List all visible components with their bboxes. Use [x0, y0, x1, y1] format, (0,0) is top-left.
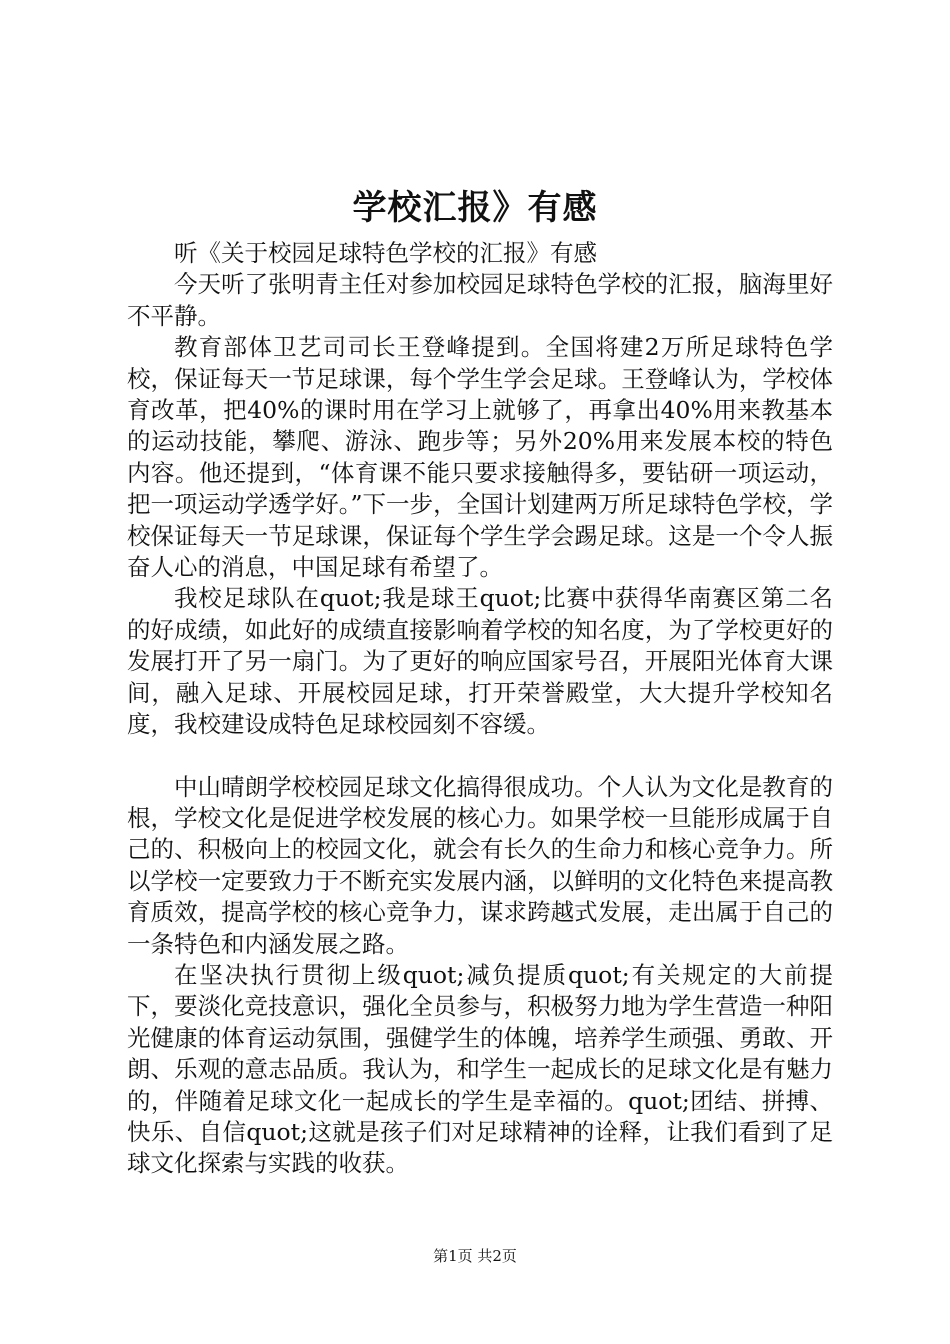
- document-title: 学校汇报》有感: [352, 188, 598, 228]
- paragraph-conclusion: 在坚决执行贯彻上级quot;减负提质quot;有关规定的大前提下，要淡化竞技意识，强化全员参与，积极努力地为学生营造一种阳光健康的体育运动氛围，强健学生的体魄，培养学生顽强、勇敢、开朗、乐观的意志品质。我认为，和学生一起成长的足球文化是有魅力的，伴随着足球文化一起成长的学生是幸福的。quot;团结、拼搏、快乐、自信quot;这就是孩子们对足球精神的诠释，让我们看到了足球文化探索与实践的收获。: [127, 960, 833, 1178]
- paragraph-school-team: 我校足球队在quot;我是球王quot;比赛中获得华南赛区第二名的好成绩，如此好的成绩直接影响着学校的知名度，为了学校更好的发展打开了另一扇门。为了更好的响应国家号召，开展阳光体育大课间，融入足球、开展校园足球，打开荣誉殿堂，大大提升学校知名度，我校建设成特色足球校园刻不容缓。: [127, 584, 833, 739]
- paragraph-ministry: 教育部体卫艺司司长王登峰提到。全国将建2万所足球特色学校，保证每天一节足球课，每个学生学会足球。王登峰认为，学校体育改革，把40%的课时用在学习上就够了，再拿出40%用来教基本的运动技能，攀爬、游泳、跑步等；另外20%用来发展本校的特色内容。他还提到，“体育课不能只要求接触得多，要钻研一项运动，把一项运动学透学好。”下一步，全国计划建两万所足球特色学校，学校保证每天一节足球课，保证每个学生学会踢足球。这是一个令人振奋人心的消息，中国足球有希望了。: [127, 333, 833, 582]
- paragraph-culture: 中山晴朗学校校园足球文化搞得很成功。个人认为文化是教育的根，学校文化是促进学校发展的核心力。如果学校一旦能形成属于自己的、积极向上的校园文化，就会有长久的生命力和核心竞争力。所以学校一定要致力于不断充实发展内涵，以鲜明的文化特色来提高教育质效，提高学校的核心竞争力，谋求跨越式发展，走出属于自己的一条特色和内涵发展之路。: [127, 772, 833, 958]
- page-footer: 第1页 共2页: [433, 1247, 517, 1265]
- paragraph-intro: 今天听了张明青主任对参加校园足球特色学校的汇报，脑海里好不平静。: [127, 270, 833, 330]
- document-body: [127, 238, 833, 1180]
- paragraph-subtitle: 听《关于校园足球特色学校的汇报》有感: [174, 239, 597, 267]
